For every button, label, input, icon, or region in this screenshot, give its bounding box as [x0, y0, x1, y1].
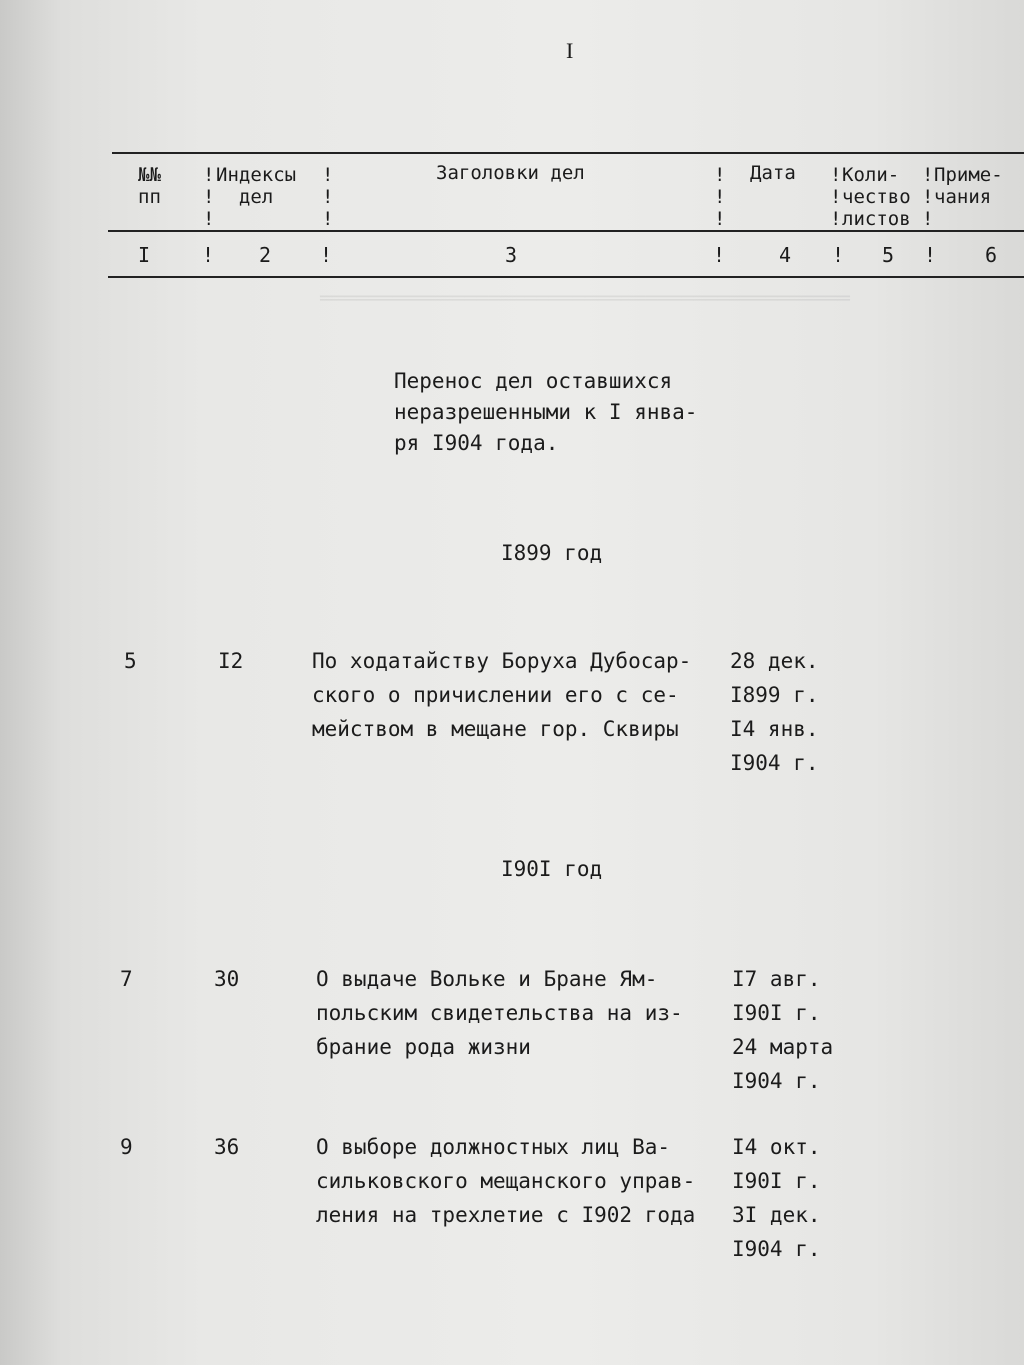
column-number-5: 5 — [882, 243, 895, 267]
header-middle-rule — [108, 230, 1024, 232]
header-separator: ! ! ! — [322, 164, 334, 230]
transfer-heading: Перенос дел оставшихся неразрешенными к I янва- ря I904 года. — [394, 369, 698, 455]
entry-number: 7 — [120, 967, 133, 991]
header-separator: ! — [924, 243, 937, 267]
column-number-2: 2 — [259, 243, 272, 267]
column-number-1: I — [138, 243, 151, 267]
entry-dates: 28 дек. I899 г. I4 янв. I904 г. — [730, 649, 819, 775]
header-col-sheets: Коли- чество листов — [842, 164, 911, 230]
page-number: I — [566, 38, 574, 63]
header-col-index: Индексы дел — [216, 164, 297, 208]
header-separator: ! — [713, 243, 726, 267]
header-col-date: Дата — [750, 162, 796, 184]
column-number-6: 6 — [985, 243, 998, 267]
entry-title: По ходатайству Боруха Дубосар- ского о причислении его с се- мейством в мещане гор. Сквиры — [312, 649, 692, 741]
header-bottom-rule — [108, 276, 1024, 278]
entry-title: О выдаче Вольке и Бране Ям- польским свидетельства на из- брание рода жизни — [316, 967, 683, 1059]
header-separator: ! ! ! — [714, 164, 726, 230]
year-heading: I899 год — [501, 541, 603, 565]
header-separator: ! ! ! — [922, 164, 934, 230]
entry-dates: I7 авг. I90I г. 24 марта I904 г. — [732, 967, 834, 1093]
column-number-3: 3 — [505, 243, 518, 267]
entry-index: 30 — [214, 967, 240, 991]
header-col-title: Заголовки дел — [436, 162, 585, 184]
entry-number: 9 — [120, 1135, 133, 1159]
year-heading: I90I год — [501, 857, 603, 881]
column-number-4: 4 — [779, 243, 792, 267]
header-top-rule — [112, 152, 1024, 154]
entry-title: О выборе должностных лиц Ва- сильковского мещанского управ- ления на трехлетие с I902 года — [316, 1135, 696, 1227]
header-col-number: №№ пп — [138, 164, 161, 208]
entry-index: 36 — [214, 1135, 240, 1159]
header-separator: ! — [832, 243, 845, 267]
entry-dates: I4 окт. I90I г. 3I дек. I904 г. — [732, 1135, 821, 1261]
header-separator: ! — [320, 243, 333, 267]
entry-index: I2 — [218, 649, 244, 673]
header-col-notes: Приме- чания — [934, 164, 1003, 208]
header-separator: ! ! ! — [830, 164, 842, 230]
header-separator: ! — [202, 243, 215, 267]
entry-number: 5 — [124, 649, 137, 673]
show-through-text: ════════════════════════════════════════════ — [320, 286, 850, 310]
header-separator: ! ! ! — [203, 164, 215, 230]
